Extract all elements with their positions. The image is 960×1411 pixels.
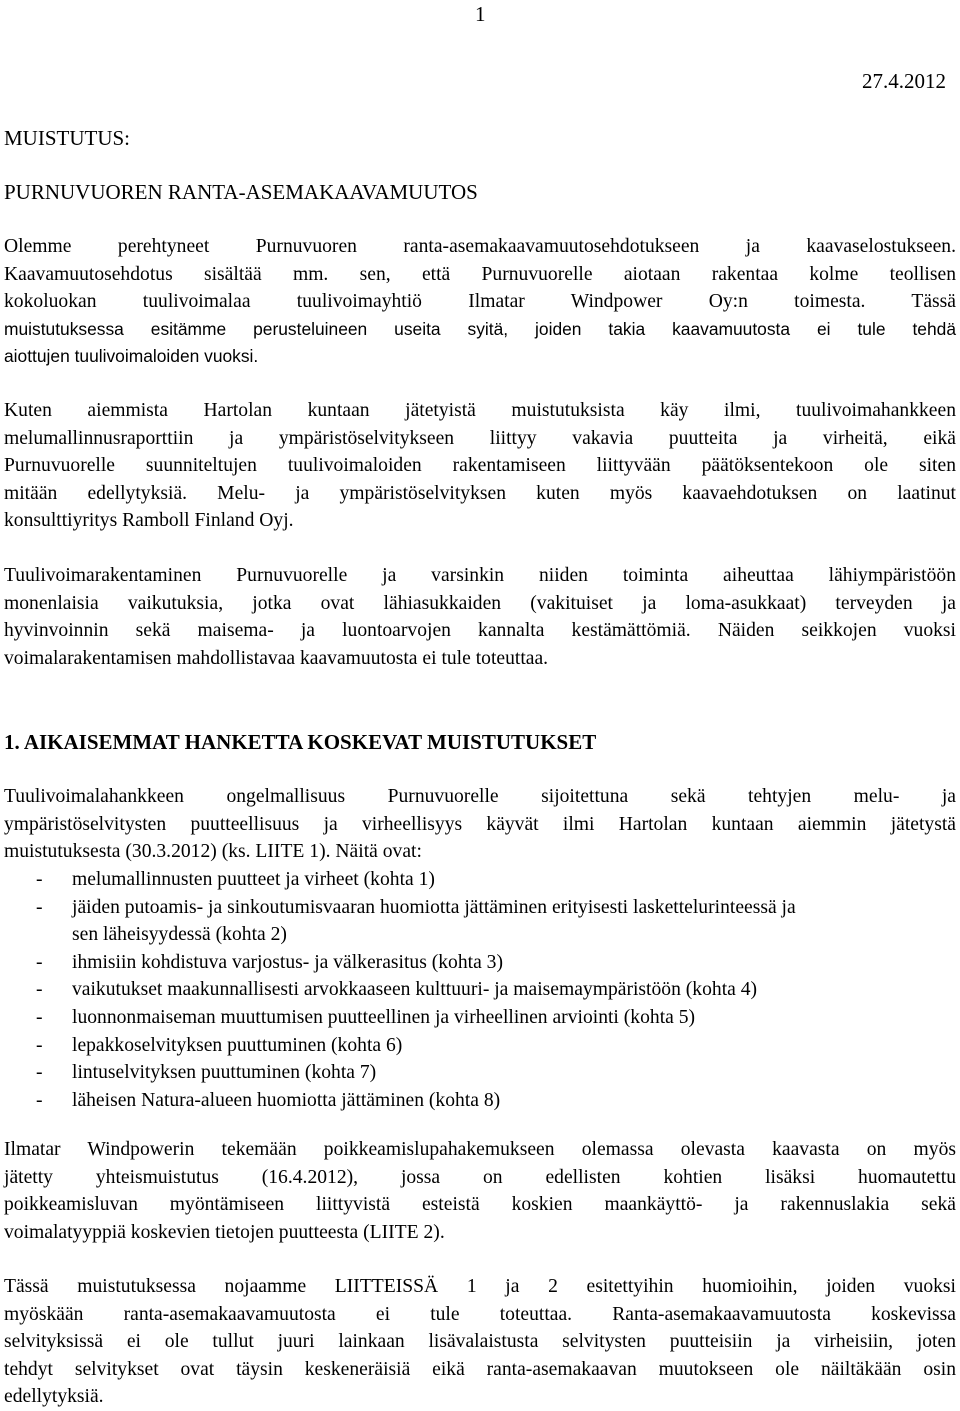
page-number: 1 (475, 2, 486, 26)
paragraph-line: Tässä muistutuksessa nojaamme LIITTEISSÄ 1 ja 2 esitettyihin huomioihin, joiden vuoksi (4, 1276, 956, 1297)
list-dash: - (36, 896, 43, 918)
list-item-text: vaikutukset maakunnallisesti arvokkaaseen kulttuuri- ja maisemaympäristöön (kohta 4) (72, 979, 758, 1001)
list-dash: - (36, 1062, 43, 1084)
list-item-text: läheisen Natura-alueen huomiotta jättäminen (kohta 8) (72, 1089, 501, 1111)
paragraph-line: poikkeamisluvan myöntämiseen liittyvistä esteistä koskien maankäyttö- ja rakennuslakia sekä (4, 1194, 956, 1216)
list-item-text: ihmisiin kohdistuva varjostus- ja välkerasitus (kohta 3) (72, 951, 503, 973)
list-item (4, 894, 956, 949)
paragraph-6 (4, 1273, 956, 1411)
paragraph-line: voimalarakentamisen mahdollistavaa kaavamuutosta ei tule toteuttaa. (4, 647, 549, 669)
paragraph-line: Purnuvuorelle suunniteltujen tuulivoimaloiden rakentamiseen liittyvään päätöksentekoon ole siten (4, 455, 956, 477)
paragraph-line: monenlaisia vaikutuksia, jotka ovat lähiasukkaiden (vakituiset ja loma-asukkaat) terveyden ja (4, 592, 956, 614)
paragraph-line: konsulttiyritys Ramboll Finland Oyj. (4, 510, 294, 532)
paragraph-line: Tuulivoimarakentaminen Purnuvuorelle ja varsinkin niiden toiminta aiheuttaa lähiympäristöön (4, 565, 956, 586)
section-1-intro (4, 783, 956, 866)
paragraph-line: aiottujen tuulivoimaloiden vuoksi. (4, 346, 259, 367)
list-item-text: lepakkoselvityksen puuttuminen (kohta 6) (72, 1034, 403, 1056)
paragraph-line: mitään edellytyksiä. Melu- ja ympäristöselvityksen kuten myös kaavaehdotuksen on laatinut (4, 482, 956, 504)
paragraph-line: Kaavamuutosehdotus sisältää mm. sen, että Purnuvuorelle aiotaan rakentaa kolme teollisen (4, 263, 956, 285)
paragraph-line: kokoluokan tuulivoimalaa tuulivoimayhtiö Ilmatar Windpower Oy:n toimesta. Tässä (4, 291, 956, 313)
list-item (4, 1059, 956, 1087)
paragraph-line: melumallinnusraporttiin ja ympäristöselvitykseen liittyy vakavia puutteita ja virheitä, eikä (4, 427, 956, 449)
paragraph-line: Tuulivoimalahankkeen ongelmallisuus Purnuvuorelle sijoitettuna sekä tehtyjen melu- ja (4, 786, 956, 807)
list-item (4, 976, 956, 1004)
list-item-text: sen läheisyydessä (kohta 2) (72, 924, 287, 946)
paragraph-3 (4, 562, 956, 672)
list-dash: - (36, 1006, 43, 1028)
paragraph-5 (4, 1136, 956, 1246)
issue-list (4, 866, 956, 1114)
paragraph-line: hyvinvoinnin sekä maisema- ja luontoarvojen kannalta kestämättömiä. Näiden seikkojen vuoksi (4, 620, 956, 642)
paragraph-line: Kuten aiemmista Hartolan kuntaan jätetyistä muistutuksista käy ilmi, tuulivoimahankkeen (4, 400, 956, 421)
list-item (4, 1087, 956, 1115)
list-item (4, 949, 956, 977)
list-item (4, 1004, 956, 1032)
list-dash: - (36, 979, 43, 1001)
paragraph-line: muistutuksessa esitämme perusteluineen useita syitä, joiden takia kaavamuutosta ei tule tehdä (4, 318, 956, 339)
list-dash: - (36, 1089, 43, 1111)
paragraph-line: voimalatyyppiä koskevien tietojen puutteesta (LIITE 2). (4, 1221, 445, 1243)
document-date: 27.4.2012 (862, 69, 946, 93)
paragraph-line: tehdyt selvitykset ovat täysin keskeneräisiä eikä ranta-asemakaavan muutokseen ole näiltäkään osin (4, 1358, 956, 1380)
paragraph-line: myöskään ranta-asemakaavamuutosta ei tule toteuttaa. Ranta-asemakaavamuutosta koskevissa (4, 1303, 956, 1325)
list-item-text: lintuselvityksen puuttuminen (kohta 7) (72, 1062, 377, 1084)
list-item (4, 866, 956, 894)
list-dash: - (36, 951, 43, 973)
paragraph-line: Ilmatar Windpowerin tekemään poikkeamislupahakemukseen olemassa olevasta kaavasta on myös (4, 1139, 956, 1160)
list-dash: - (36, 1034, 43, 1056)
paragraph-line: selvityksissä ei ole tullut juuri lainkaan lisävalaistusta selvitysten puutteisiin ja virheisiin, joten (4, 1331, 956, 1353)
list-dash: - (36, 869, 43, 890)
paragraph-2 (4, 397, 956, 535)
document-title: PURNUVUOREN RANTA-ASEMAKAAVAMUUTOS (4, 180, 478, 204)
list-item (4, 1032, 956, 1060)
list-item-text: luonnonmaiseman muuttumisen puutteellinen ja virheellinen arviointi (kohta 5) (72, 1006, 696, 1028)
paragraph-line: muistutuksesta (30.3.2012) (ks. LIITE 1). Näitä ovat: (4, 841, 422, 863)
list-item-text: melumallinnusten puutteet ja virheet (kohta 1) (72, 869, 435, 890)
paragraph-line: Olemme perehtyneet Purnuvuoren ranta-asemakaavamuutosehdotukseen ja kaavaselostukseen. (4, 236, 956, 257)
memo-heading: MUISTUTUS: (4, 126, 131, 150)
list-item-text: jäiden putoamis- ja sinkoutumisvaaran huomiotta jättäminen erityisesti laskettelurinteessä ja (72, 896, 796, 918)
paragraph-line: edellytyksiä. (4, 1386, 104, 1408)
paragraph-line: ympäristöselvitysten puutteellisuus ja virheellisyys käyvät ilmi Hartolan kuntaan aiemmin jätetystä (4, 813, 956, 835)
intro-paragraph (4, 233, 956, 371)
paragraph-line: jätetty yhteismuistutus (16.4.2012), jossa on edellisten kohtien lisäksi huomautettu (4, 1166, 956, 1188)
section-1-heading: 1. AIKAISEMMAT HANKETTA KOSKEVAT MUISTUTUKSET (4, 730, 597, 754)
